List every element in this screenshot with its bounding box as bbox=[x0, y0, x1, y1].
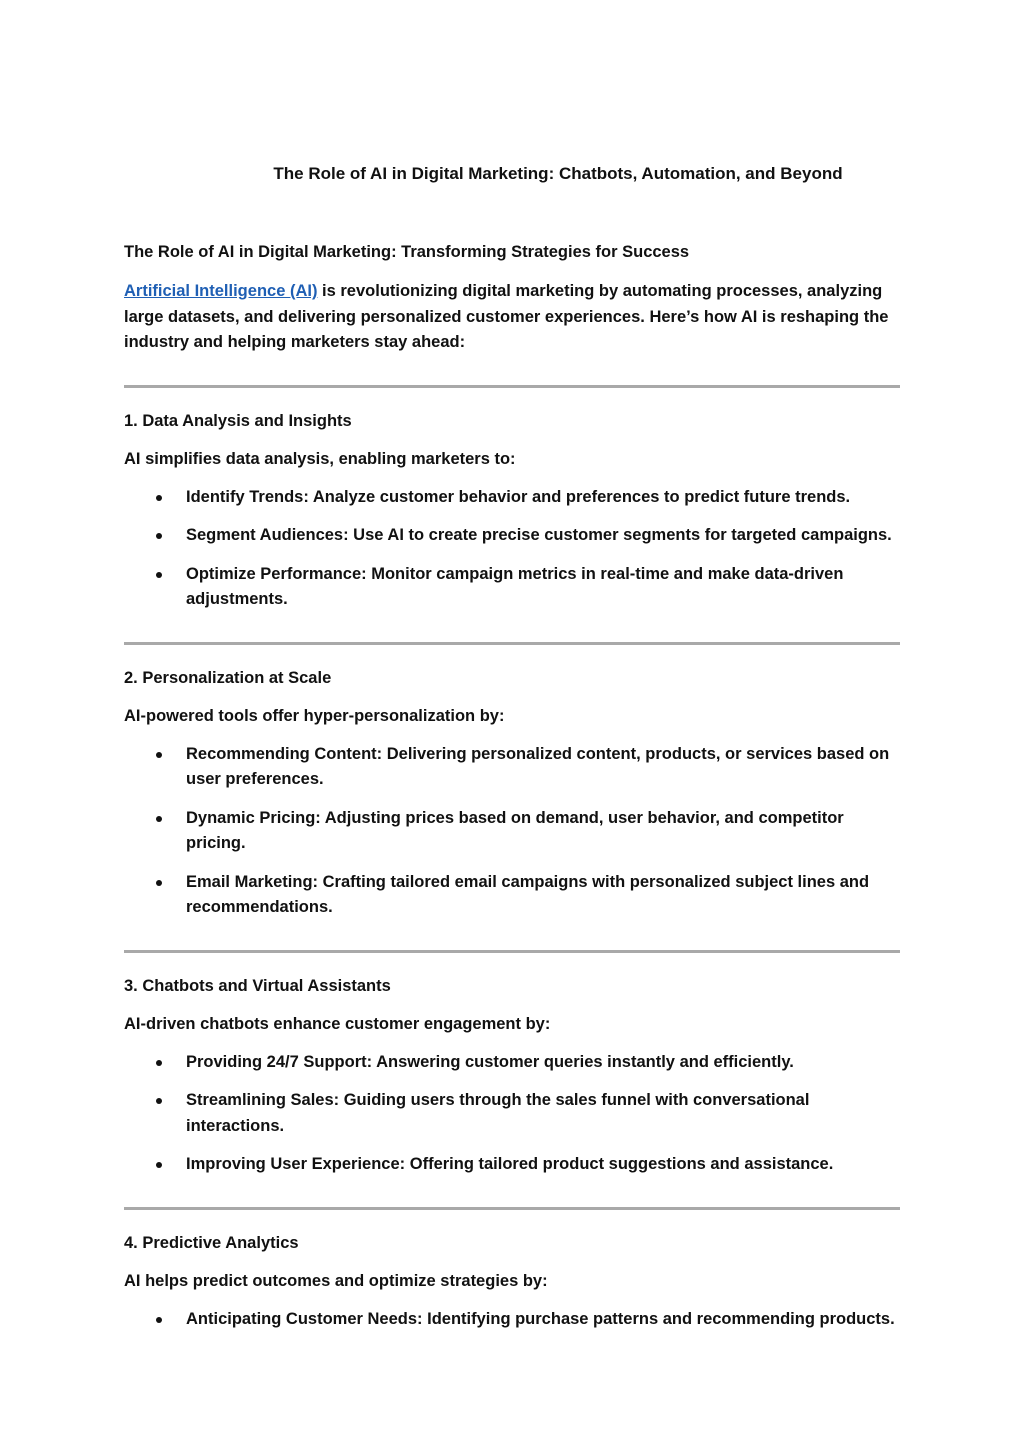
list-item-text: Streamlining Sales: Guiding users through the sales funnel with conversational interactions. bbox=[186, 1091, 810, 1135]
section-predictive bbox=[124, 1232, 902, 1333]
ai-link[interactable]: Artificial Intelligence (AI) bbox=[124, 282, 318, 300]
list-item-text: Segment Audiences: Use AI to create precise customer segments for targeted campaigns. bbox=[186, 526, 892, 544]
list-item bbox=[124, 1050, 902, 1076]
bullet-icon bbox=[156, 572, 162, 578]
bullet-list bbox=[124, 1050, 902, 1178]
section-divider bbox=[124, 1207, 900, 1210]
section-chatbots bbox=[124, 975, 902, 1178]
bullet-icon bbox=[156, 752, 162, 758]
list-item bbox=[124, 1088, 902, 1139]
list-item bbox=[124, 1307, 902, 1333]
section-lead: AI-driven chatbots enhance customer engagement by: bbox=[124, 1014, 551, 1033]
section-lead: AI-powered tools offer hyper-personalization by: bbox=[124, 706, 505, 725]
bullet-list bbox=[124, 485, 902, 613]
list-item-text: Anticipating Customer Needs: Identifying purchase patterns and recommending products. bbox=[186, 1309, 895, 1328]
section-data-analysis bbox=[124, 410, 902, 613]
list-item bbox=[124, 1152, 902, 1178]
section-personalization bbox=[124, 667, 902, 921]
section-title: 4. Predictive Analytics bbox=[124, 1233, 299, 1252]
section-lead: AI simplifies data analysis, enabling marketers to: bbox=[124, 449, 516, 468]
section-lead: AI helps predict outcomes and optimize strategies by: bbox=[124, 1271, 548, 1290]
list-item bbox=[124, 523, 902, 549]
bullet-icon bbox=[156, 880, 162, 886]
document-subtitle: The Role of AI in Digital Marketing: Transforming Strategies for Success bbox=[124, 243, 690, 261]
bullet-icon bbox=[156, 1317, 162, 1323]
section-title: 2. Personalization at Scale bbox=[124, 668, 332, 687]
list-item-text: Providing 24/7 Support: Answering customer queries instantly and efficiently. bbox=[186, 1052, 794, 1071]
list-item bbox=[124, 806, 902, 857]
section-divider bbox=[124, 950, 900, 953]
intro-text: is revolutionizing digital marketing by automating processes, analyzing large datasets, and delivering personalized customer experiences. Here’s how AI is reshaping the industry and helping marketers stay ahead: bbox=[124, 282, 889, 351]
section-divider bbox=[124, 385, 900, 388]
list-item bbox=[124, 870, 902, 921]
list-item-text: Dynamic Pricing: Adjusting prices based on demand, user behavior, and competitor pricing. bbox=[186, 808, 844, 852]
bullet-icon bbox=[156, 1162, 162, 1168]
bullet-list bbox=[124, 1307, 902, 1333]
bullet-icon bbox=[156, 816, 162, 822]
list-item-text: Recommending Content: Delivering personalized content, products, or services based on user preferences. bbox=[186, 744, 890, 788]
bullet-list bbox=[124, 742, 902, 921]
bullet-icon bbox=[156, 1060, 162, 1066]
list-item-text: Optimize Performance: Monitor campaign metrics in real-time and make data-driven adjustments. bbox=[186, 564, 844, 608]
document-body bbox=[124, 241, 902, 1332]
bullet-icon bbox=[156, 495, 162, 501]
list-item-text: Improving User Experience: Offering tailored product suggestions and assistance. bbox=[186, 1155, 834, 1173]
section-title: 3. Chatbots and Virtual Assistants bbox=[124, 976, 391, 995]
list-item-text: Email Marketing: Crafting tailored email campaigns with personalized subject lines and recommendations. bbox=[186, 872, 870, 916]
list-item-text: Identify Trends: Analyze customer behavior and preferences to predict future trends. bbox=[186, 487, 851, 506]
bullet-icon bbox=[156, 533, 162, 539]
section-title: 1. Data Analysis and Insights bbox=[124, 411, 352, 430]
list-item bbox=[124, 742, 902, 793]
list-item bbox=[124, 485, 902, 511]
list-item bbox=[124, 562, 902, 613]
section-divider bbox=[124, 642, 900, 645]
intro-paragraph bbox=[124, 279, 902, 356]
bullet-icon bbox=[156, 1098, 162, 1104]
document-title: The Role of AI in Digital Marketing: Chatbots, Automation, and Beyond bbox=[273, 164, 843, 183]
